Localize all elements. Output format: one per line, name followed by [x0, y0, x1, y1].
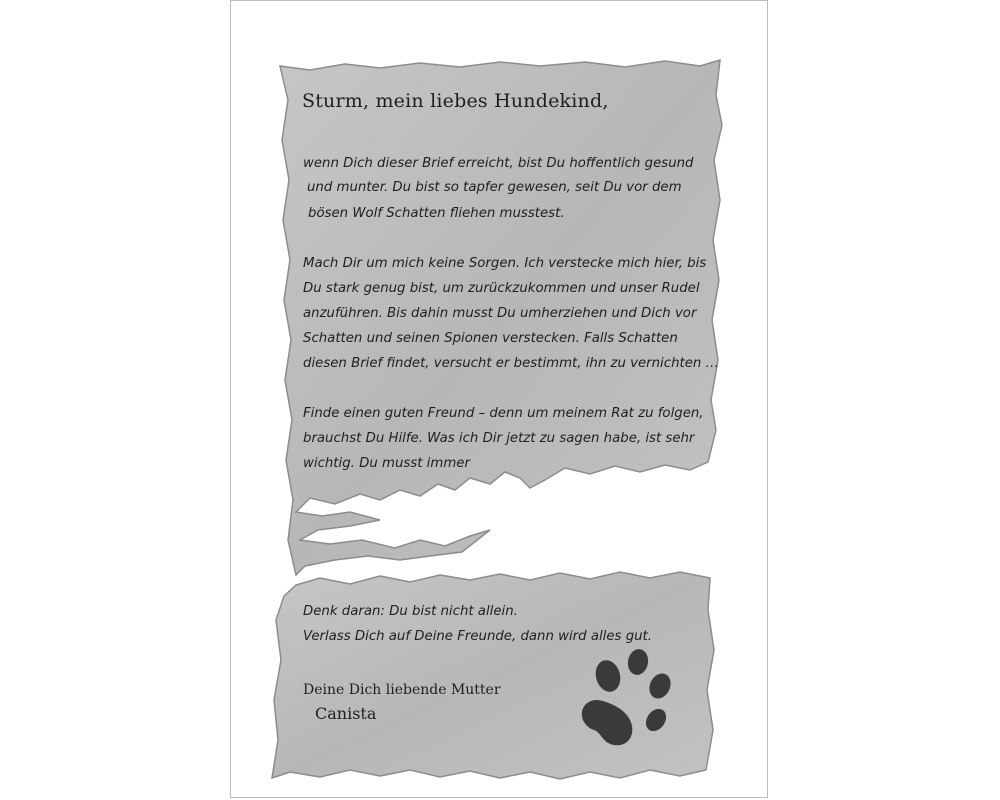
paragraph-line: Finde einen guten Freund – denn um meinem Rat zu folgen,	[303, 406, 704, 421]
paw-print-icon	[572, 646, 684, 750]
letter-greeting: Sturm, mein liebes Hundekind,	[302, 90, 609, 112]
letter-closing: Deine Dich liebende Mutter	[303, 682, 501, 698]
paragraph-line: bösen Wolf Schatten fliehen musstest.	[308, 206, 565, 221]
paragraph-line: brauchst Du Hilfe. Was ich Dir jetzt zu sagen habe, ist sehr	[303, 431, 695, 446]
paragraph-line: Verlass Dich auf Deine Freunde, dann wird alles gut.	[303, 629, 652, 644]
paragraph-line: und munter. Du bist so tapfer gewesen, seit Du vor dem	[307, 180, 682, 195]
paragraph-line: Du stark genug bist, um zurückzukommen und unser Rudel	[303, 281, 700, 296]
paragraph-line: Denk daran: Du bist nicht allein.	[303, 604, 518, 619]
paragraph-line: anzuführen. Bis dahin musst Du umherziehen und Dich vor	[303, 306, 697, 321]
paragraph-line: wenn Dich dieser Brief erreicht, bist Du hoffentlich gesund	[303, 156, 694, 171]
paragraph-line: Schatten und seinen Spionen verstecken. Falls Schatten	[303, 331, 678, 346]
paragraph-line: wichtig. Du musst immer	[303, 456, 470, 471]
paragraph-line: Mach Dir um mich keine Sorgen. Ich verstecke mich hier, bis	[303, 256, 707, 271]
paragraph-line: diesen Brief findet, versucht er bestimmt, ihn zu vernichten …	[303, 356, 719, 371]
letter-signature: Canista	[315, 704, 377, 723]
